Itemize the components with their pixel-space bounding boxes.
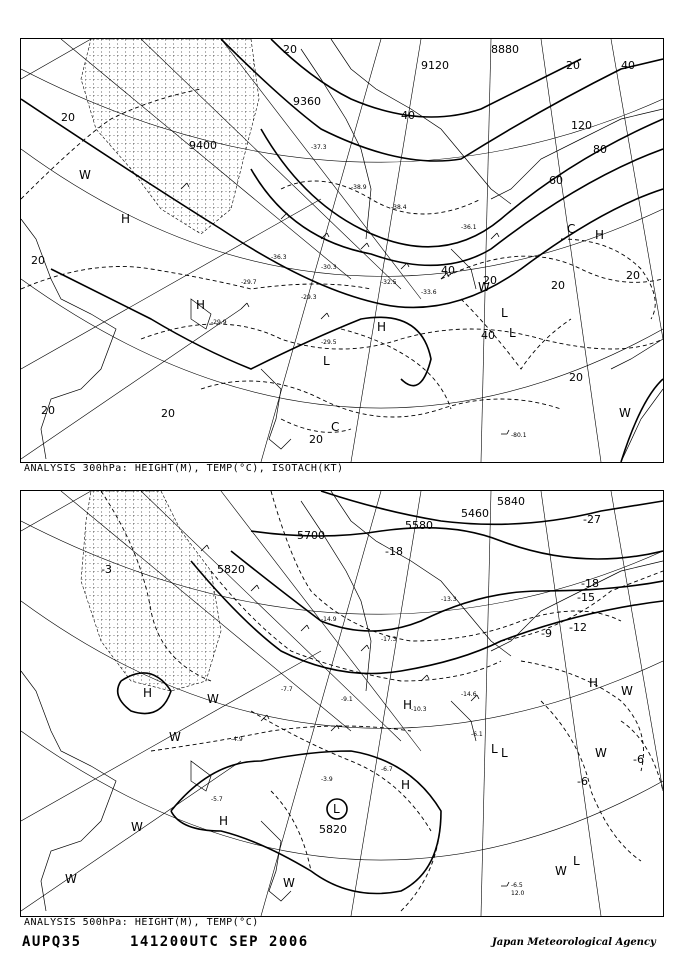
svg-text:L: L bbox=[333, 802, 340, 816]
svg-text:W: W bbox=[478, 280, 490, 294]
svg-text:W: W bbox=[131, 820, 143, 834]
svg-text:C: C bbox=[567, 222, 576, 236]
height-label-5820: 5820 bbox=[217, 563, 245, 576]
svg-text:-38.4: -38.4 bbox=[391, 204, 407, 211]
agency-name: Japan Meteorological Agency bbox=[492, 937, 656, 948]
svg-text:40: 40 bbox=[621, 59, 635, 72]
svg-text:-13.3: -13.3 bbox=[441, 596, 457, 603]
svg-text:20: 20 bbox=[626, 269, 640, 282]
svg-text:-32.5: -32.5 bbox=[381, 279, 397, 286]
svg-text:120: 120 bbox=[571, 119, 592, 132]
height-label-5840: 5840 bbox=[497, 495, 525, 508]
svg-text:H: H bbox=[143, 686, 153, 700]
caption-300hpa: ANALYSIS 300hPa: HEIGHT(M), TEMP(°C), ISOTACH(KT) bbox=[24, 463, 344, 474]
height-label-9360: 9360 bbox=[293, 95, 321, 108]
svg-text:-14.9: -14.9 bbox=[321, 616, 337, 623]
svg-text:-14.6: -14.6 bbox=[461, 691, 477, 698]
svg-text:-3.9: -3.9 bbox=[321, 776, 333, 783]
svg-text:-29.5: -29.5 bbox=[321, 339, 337, 346]
height-label-5700: 5700 bbox=[297, 529, 325, 542]
svg-text:L: L bbox=[323, 354, 330, 368]
svg-text:W: W bbox=[65, 872, 77, 886]
svg-text:H: H bbox=[401, 778, 411, 792]
svg-text:20: 20 bbox=[483, 274, 497, 287]
svg-text:-29.9: -29.9 bbox=[211, 319, 227, 326]
svg-text:L: L bbox=[501, 306, 508, 320]
svg-text:-18: -18 bbox=[385, 545, 403, 558]
svg-text:H: H bbox=[589, 676, 599, 690]
height-label-5820-low: 5820 bbox=[319, 823, 347, 836]
analysis-500hpa-map bbox=[20, 490, 664, 917]
svg-text:20: 20 bbox=[61, 111, 75, 124]
analysis-300hpa-svg bbox=[21, 39, 663, 462]
svg-text:-27: -27 bbox=[583, 513, 601, 526]
svg-text:-10.3: -10.3 bbox=[411, 706, 427, 713]
svg-text:-6: -6 bbox=[577, 775, 588, 788]
svg-text:-18: -18 bbox=[581, 577, 599, 590]
svg-text:W: W bbox=[79, 168, 91, 182]
svg-text:20: 20 bbox=[283, 43, 297, 56]
svg-text:-3: -3 bbox=[101, 563, 112, 576]
height-label-5460: 5460 bbox=[461, 507, 489, 520]
svg-text:W: W bbox=[555, 864, 567, 878]
observation-values bbox=[211, 144, 477, 346]
svg-text:H: H bbox=[595, 228, 605, 242]
svg-text:-36.1: -36.1 bbox=[461, 224, 477, 231]
station-plots bbox=[201, 545, 509, 886]
svg-text:-9.1: -9.1 bbox=[341, 696, 353, 703]
svg-text:40: 40 bbox=[481, 329, 495, 342]
svg-text:-5.7: -5.7 bbox=[211, 796, 223, 803]
svg-text:H: H bbox=[196, 298, 206, 312]
height-label-5580: 5580 bbox=[405, 519, 433, 532]
svg-text:-36.3: -36.3 bbox=[271, 254, 287, 261]
svg-text:-6: -6 bbox=[633, 753, 644, 766]
svg-text:W: W bbox=[619, 406, 631, 420]
caption-500hpa: ANALYSIS 500hPa: HEIGHT(M), TEMP(°C) bbox=[24, 917, 259, 928]
height-label-8880: 8880 bbox=[491, 43, 519, 56]
svg-text:20: 20 bbox=[161, 407, 175, 420]
station-reading-2: 12.0 bbox=[511, 890, 525, 897]
svg-text:-37.3: -37.3 bbox=[311, 144, 327, 151]
svg-text:-38.9: -38.9 bbox=[351, 184, 367, 191]
svg-text:-12: -12 bbox=[569, 621, 587, 634]
svg-text:80: 80 bbox=[593, 143, 607, 156]
svg-text:20: 20 bbox=[569, 371, 583, 384]
svg-text:C: C bbox=[331, 420, 340, 434]
svg-text:H: H bbox=[219, 814, 229, 828]
height-label-9400: 9400 bbox=[189, 139, 217, 152]
svg-text:W: W bbox=[169, 730, 181, 744]
svg-text:-6.1: -6.1 bbox=[471, 731, 483, 738]
svg-text:-6.7: -6.7 bbox=[381, 766, 393, 773]
analysis-300hpa-map bbox=[20, 38, 664, 463]
svg-text:-7.7: -7.7 bbox=[281, 686, 293, 693]
station-reading: -80.1 bbox=[511, 432, 527, 439]
svg-text:20: 20 bbox=[41, 404, 55, 417]
svg-text:W: W bbox=[207, 692, 219, 706]
height-label-9120: 9120 bbox=[421, 59, 449, 72]
svg-text:-33.6: -33.6 bbox=[421, 289, 437, 296]
svg-text:20: 20 bbox=[309, 433, 323, 446]
svg-text:40: 40 bbox=[401, 109, 415, 122]
svg-text:-29.3: -29.3 bbox=[301, 294, 317, 301]
svg-text:-17.3: -17.3 bbox=[381, 636, 397, 643]
svg-text:W: W bbox=[621, 684, 633, 698]
svg-text:20: 20 bbox=[31, 254, 45, 267]
svg-text:60: 60 bbox=[549, 174, 563, 187]
valid-time: 141200UTC SEP 2006 bbox=[130, 934, 309, 950]
svg-text:40: 40 bbox=[441, 264, 455, 277]
svg-text:-4.9: -4.9 bbox=[231, 736, 243, 743]
svg-text:W: W bbox=[283, 876, 295, 890]
svg-text:L: L bbox=[491, 742, 498, 756]
svg-text:L: L bbox=[573, 854, 580, 868]
svg-text:W: W bbox=[595, 746, 607, 760]
svg-text:L: L bbox=[501, 746, 508, 760]
svg-text:H: H bbox=[121, 212, 131, 226]
svg-text:H: H bbox=[403, 698, 413, 712]
station-reading: -6.5 bbox=[511, 882, 523, 889]
svg-text:-29.7: -29.7 bbox=[241, 279, 257, 286]
hatched-area bbox=[81, 39, 259, 234]
svg-text:-15: -15 bbox=[577, 591, 595, 604]
svg-text:20: 20 bbox=[566, 59, 580, 72]
svg-text:-9: -9 bbox=[541, 627, 552, 640]
svg-text:-30.3: -30.3 bbox=[321, 264, 337, 271]
svg-text:L: L bbox=[509, 326, 516, 340]
svg-text:20: 20 bbox=[551, 279, 565, 292]
svg-text:H: H bbox=[377, 320, 387, 334]
analysis-500hpa-svg bbox=[21, 491, 663, 916]
chart-code: AUPQ35 bbox=[22, 934, 82, 950]
